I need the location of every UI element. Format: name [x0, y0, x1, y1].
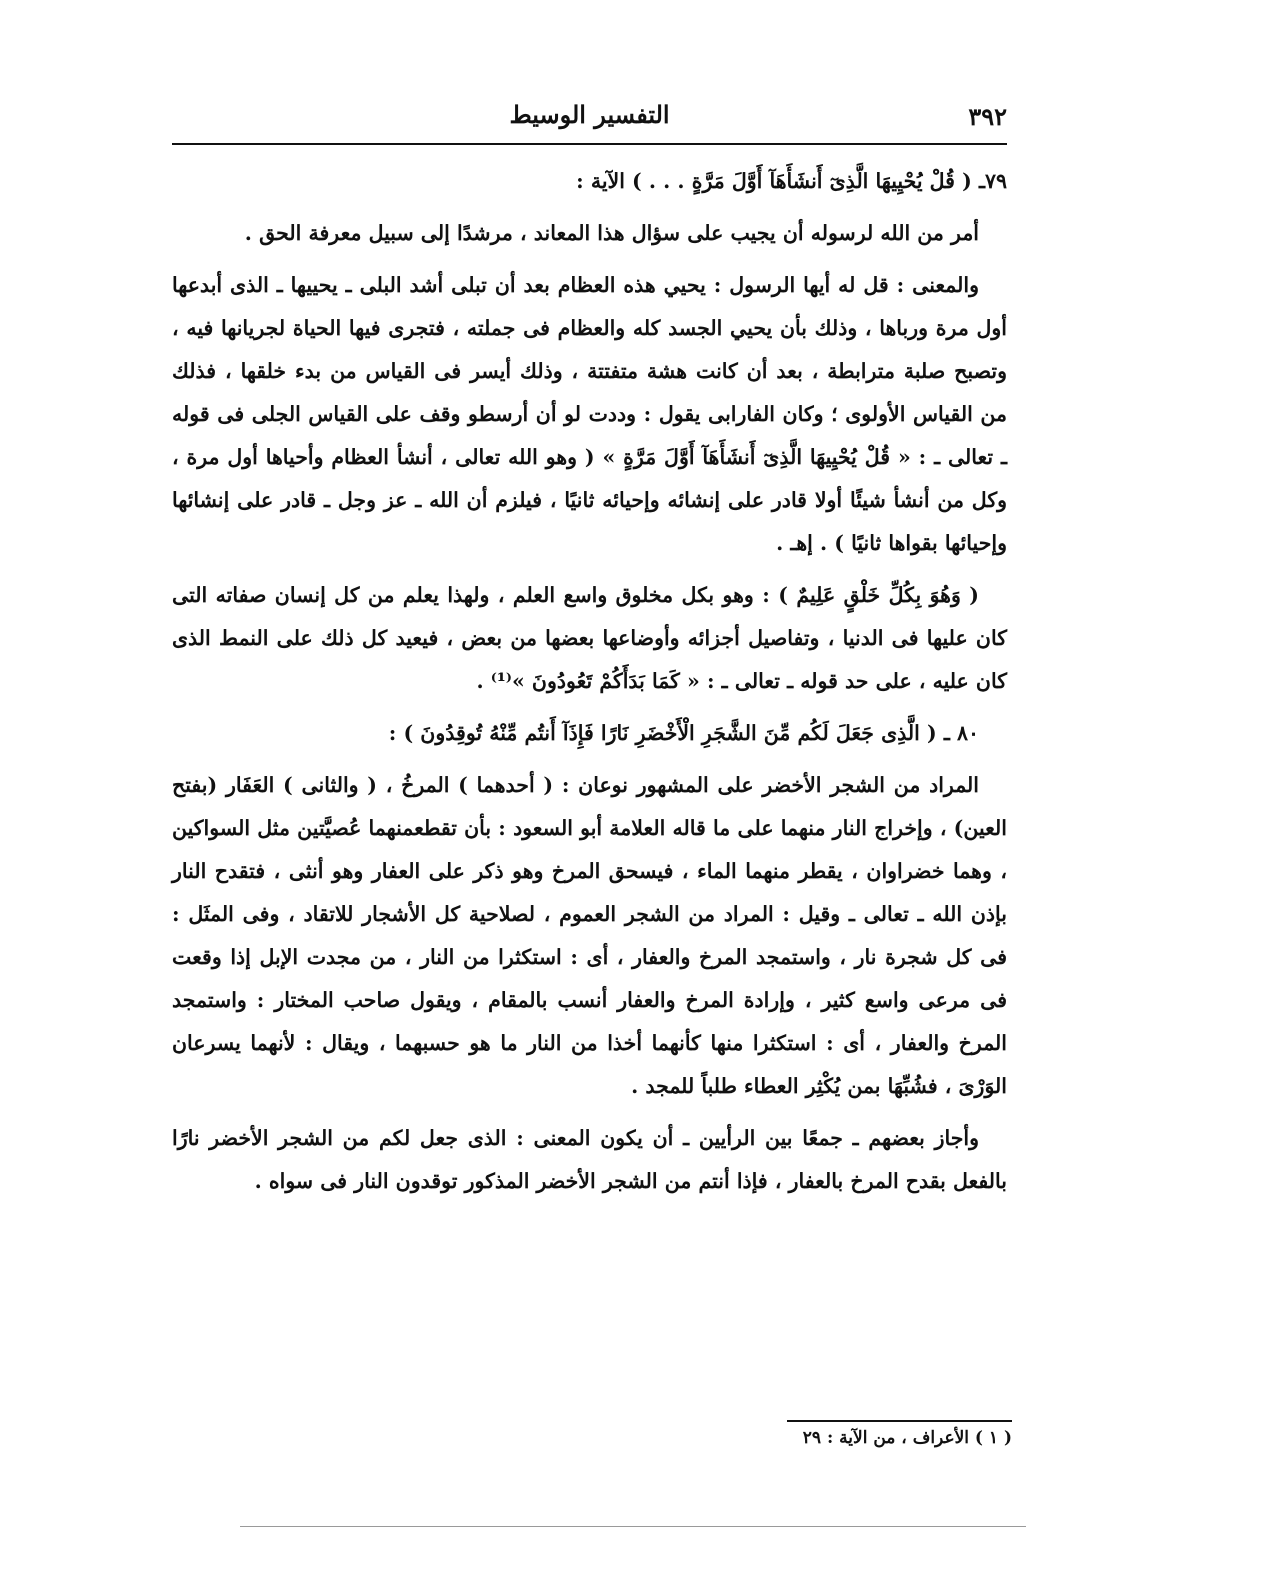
verse-79-heading: ٧٩ـ ( قُلْ يُحْيِيهَا الَّذِىٓ أَنشَأَهَآ أَوَّلَ مَرَّةٍ . . . ) الآية : — [576, 169, 1007, 193]
paragraph-green-tree: المراد من الشجر الأخضر على المشهور نوعان : ( أحدهما ) المرخُ ، ( والثانى ) العَفَار (بفتح العين) ، وإخراج النار منهما على ما قاله العلامة أبو السعود : بأن تقطعمنهما عُصيَّتين مثل السواكين ، وهما خضراوان ، يقطر منهما الماء ، فيسحق المرخ وهو ذكر على العفار وهو أنثى ، فتقدح النار بإذن الله ـ تعالى ـ وقيل : المراد من الشجر العموم ، لصلاحية كل الأشجار للاتقاد ، وفى المثَل : فى كل شجرة نار ، واستمجد المرخ والعفار ، أى : استكثرا من النار ، من مجدت الإبل إذا وقعت فى مرعى واسع كثير ، وإرادة المرخ والعفار أنسب بالمقام ، ويقول صاحب المختار : واستمجد المرخ والعفار ، أى : استكثرا منها كأنهما أخذا من النار ما هو حسبهما ، ويقال : لأنهما يسرعان الوَرْىَ ، فشُبِّهَا بمن يُكْثِر العطاء طلباً للمجد . — [172, 773, 1007, 1098]
scan-edge-line — [240, 1526, 1026, 1527]
running-title: التفسير الوسيط — [509, 100, 670, 129]
body-text — [172, 160, 1007, 1212]
paragraph-meaning: والمعنى : قل له أيها الرسول : يحيي هذه العظام بعد أن تبلى أشد البلى ـ يحييها ـ الذى أبدعها أول مرة ورباها ، وذلك بأن يحيي الجسد كله والعظام فى جملته ، فتجرى فيها الحياة لجريانها فيه ، وتصبح صلبة مترابطة ، بعد أن كانت هشة متفتتة ، وذلك أيسر فى القياس من بدء خلقها ، فذلك من القياس الأولوى ؛ وكان الفارابى يقول : وددت لو أن أرسطو وقف على القياس الجلى فى قوله ـ تعالى ـ : « قُلْ يُحْيِيهَا الَّذِىٓ أَنشَأَهَآ أَوَّلَ مَرَّةٍ » ( وهو الله تعالى ، أنشأ العظام وأحياها أول مرة ، وكل من أنشأ شيئًا أولا قادر على إنشائه وإحيائه ثانيًا ، فيلزم أن الله ـ عز وجل ـ قادر على إنشائها وإحيائها بقواها ثانيًا ) . إهـ . — [172, 273, 1007, 555]
paragraph-combined-view: وأجاز بعضهم ـ جمعًا بين الرأيين ـ أن يكون المعنى : الذى جعل لكم من الشجر الأخضر نارًا بالفعل بقدح المرخ بالعفار ، فإذا أنتم من الشجر الأخضر المذكور توقدون النار فى سواه . — [172, 1126, 1007, 1193]
paragraph-knowledge: ( وَهُوَ بِكُلِّ خَلْقٍ عَلِيمٌ ) : وهو بكل مخلوق واسع العلم ، ولهذا يعلم من كل إنسان صفاته التى كان عليها فى الدنيا ، وتفاصيل أجزائه وأوضاعها بعضها من بعض ، فيعيد كل ذلك على النمط الذى كان عليه ، على حد قوله ـ تعالى ـ : « كَمَا بَدَأَكُمْ تَعُودُونَ »⁽¹⁾ . — [172, 583, 1007, 693]
footnote: ( ١ ) الأعراف ، من الآية : ٢٩ — [802, 1428, 1012, 1448]
footnote-rule — [787, 1420, 1012, 1422]
header-rule — [172, 143, 1007, 145]
page-header — [172, 100, 1007, 140]
paragraph-command: أمر من الله لرسوله أن يجيب على سؤال هذا المعاند ، مرشدًا إلى سبيل معرفة الحق . — [244, 221, 979, 245]
page-number: ٣٩٢ — [968, 102, 1007, 131]
verse-80-heading: ٨٠ ـ ( الَّذِى جَعَلَ لَكُم مِّنَ الشَّجَرِ الْأَخْضَرِ نَارًا فَإِذَآ أَنتُم مِّنْهُ تُوقِدُونَ ) : — [388, 721, 979, 745]
